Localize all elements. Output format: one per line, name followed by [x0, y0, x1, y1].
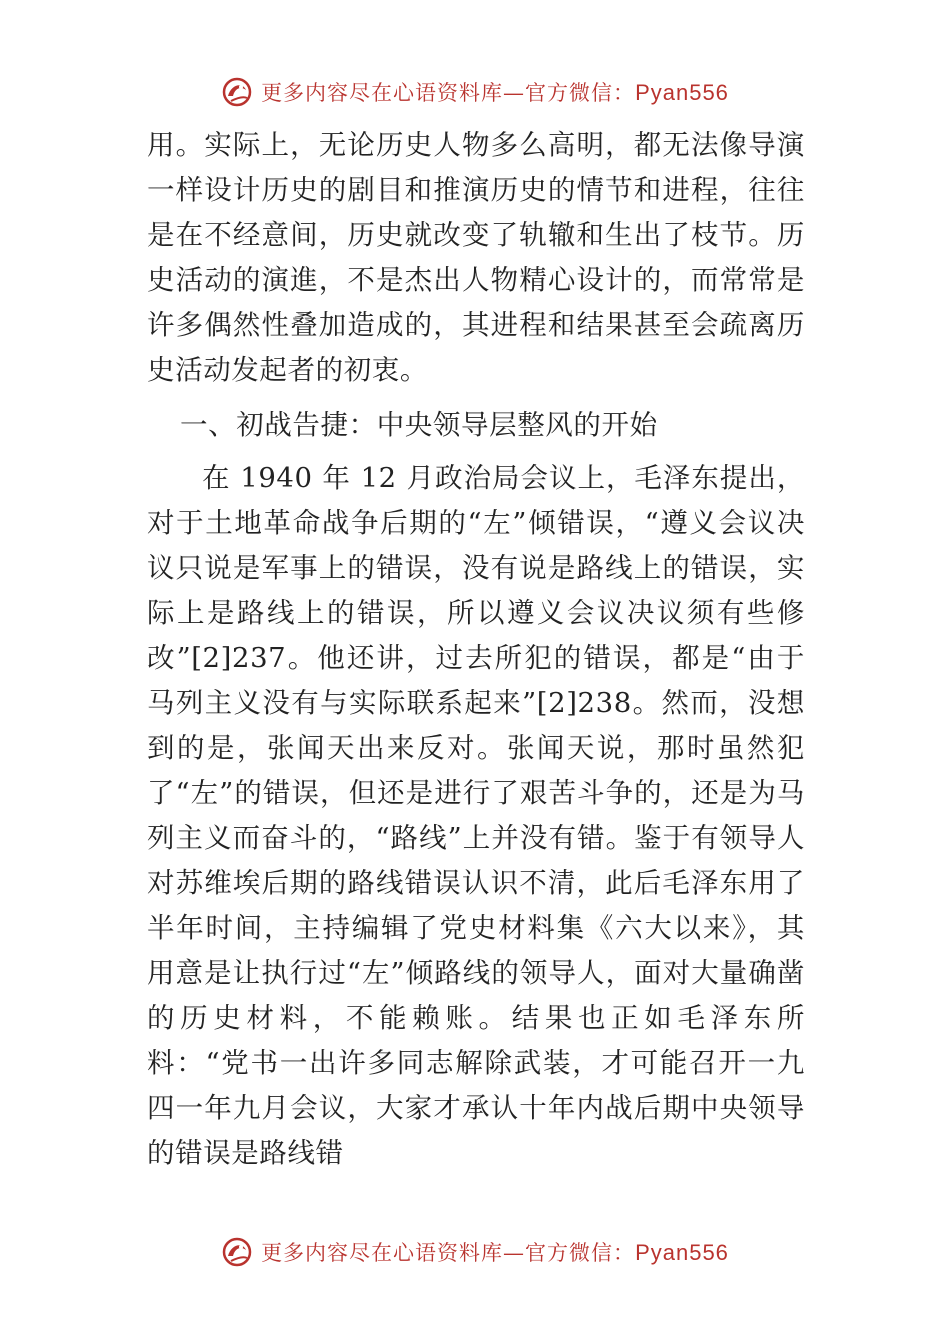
document-body — [147, 123, 805, 1176]
red-swirl-logo-icon — [221, 76, 253, 108]
footer-watermark — [0, 1232, 950, 1272]
watermark-text: 更多内容尽在心语资料库—官方微信：Pyan556 — [261, 1240, 729, 1265]
paragraph-continued: 用。实际上，无论历史人物多么高明，都无法像导演一样设计历史的剧目和推演历史的情节和进程，往往是在不经意间，历史就改变了轨辙和生出了枝节。历史活动的演進，不是杰出人物精心设计的，而常常是许多偶然性叠加造成的，其进程和结果甚至会疏离历史活动发起者的初衷。 — [147, 129, 805, 386]
section-heading: 一、初战告捷：中央领导层整风的开始 — [180, 409, 658, 441]
watermark-text: 更多内容尽在心语资料库—官方微信：Pyan556 — [261, 80, 729, 105]
header-watermark — [0, 72, 950, 112]
red-swirl-logo-icon — [221, 1236, 253, 1268]
paragraph-main: 在 1940 年 12 月政治局会议上，毛泽东提出，对于土地革命战争后期的“左”倾错误，“遵义会议决议只说是军事上的错误，没有说是路线上的错误，实际上是路线上的错误，所以遵义会议决议须有些修改”[2]237。他还讲，过去所犯的错误，都是“由于马列主义没有与实际联系起来”[2]238。然而，没想到的是，张闻天出来反对。张闻天说，那时虽然犯了“左”的错误，但还是进行了艰苦斗争的，还是为马列主义而奋斗的，“路线”上并没有错。鉴于有领导人对苏维埃后期的路线错误认识不清，此后毛泽东用了半年时间，主持编辑了党史材料集《六大以来》，其用意是让执行过“左”倾路线的领导人，面对大量确凿的历史材料，不能赖账。结果也正如毛泽东所料：“党书一出许多同志解除武装，才可能召开一九四一年九月会议，大家才承认十年内战后期中央领导的错误是路线错 — [147, 462, 805, 1169]
